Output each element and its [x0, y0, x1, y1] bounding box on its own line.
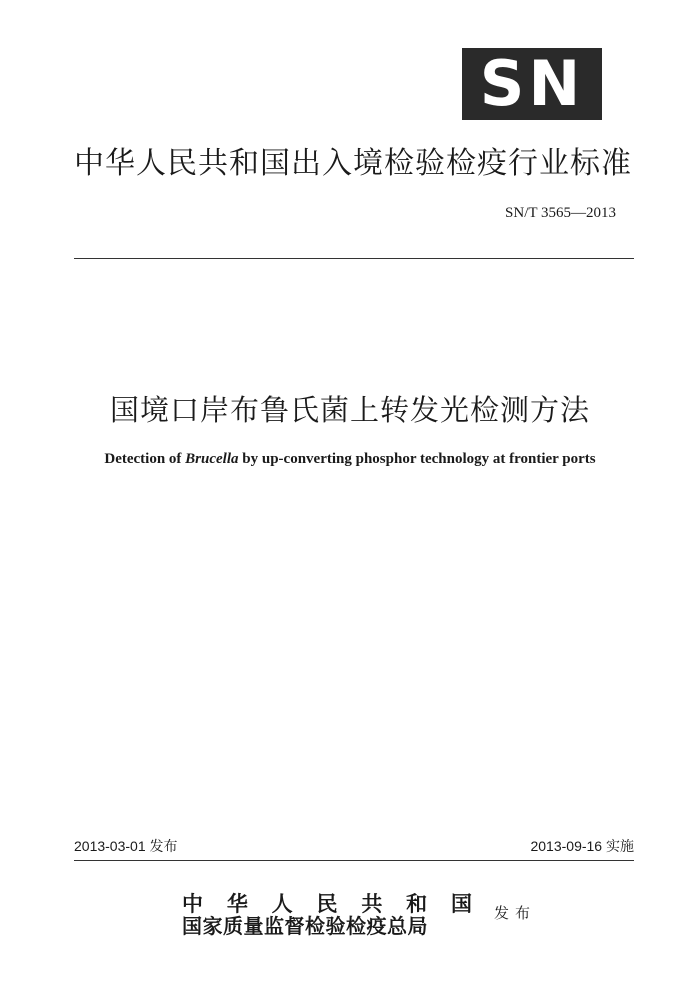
standard-number: SN/T 3565—2013	[505, 205, 616, 221]
issuer-char: 中	[182, 891, 203, 916]
issuer-agency: 国家质量监督检验检疫总局	[182, 914, 428, 938]
bottom-divider	[74, 860, 634, 861]
top-divider	[74, 258, 634, 259]
organization-title: 中华人民共和国出入境检验检疫行业标准	[74, 146, 632, 181]
issuer-char: 共	[361, 891, 383, 916]
document-title-english	[0, 451, 700, 468]
sn-logo: SN	[462, 48, 602, 120]
issuer-char: 华	[226, 891, 248, 916]
issue-date: 2013-03-01 发布	[74, 838, 178, 854]
title-english-suffix: by up-converting phosphor technology at frontier ports	[238, 451, 596, 467]
title-english-prefix: Detection of	[104, 451, 186, 467]
issuer-char: 和	[406, 891, 428, 916]
issuer-char: 民	[316, 891, 338, 916]
implementation-date: 2013-09-16 实施	[530, 838, 634, 854]
title-english-italic: Brucella	[185, 451, 239, 467]
document-title-chinese: 国境口岸布鲁氏菌上转发光检测方法	[109, 393, 590, 427]
issued-label: 发布	[494, 904, 537, 922]
issuer-char: 国	[450, 891, 472, 916]
issuer-char: 人	[271, 891, 293, 916]
